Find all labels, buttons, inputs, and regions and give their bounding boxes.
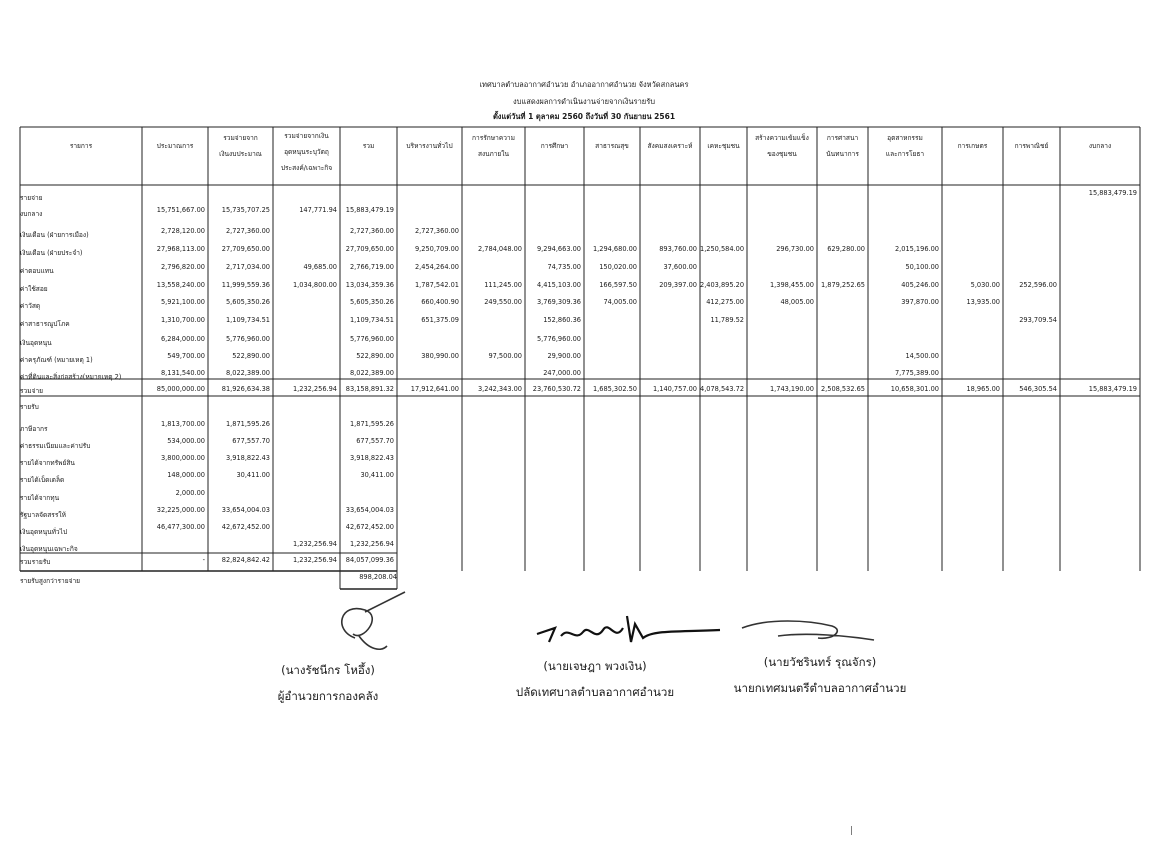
table-cell: 1,232,256.94	[349, 540, 394, 548]
table-cell: 2,727,360.00	[349, 227, 394, 235]
expense-total-cell: 546,305.54	[1019, 385, 1057, 393]
table-cell: 1,109,734.51	[225, 316, 270, 324]
expense-total-label: รวมจ่าย	[20, 387, 44, 395]
column-header: รายการ	[69, 142, 93, 150]
row-label: ค่าใช้สอย	[20, 285, 48, 293]
table-cell: 549,700.00	[167, 352, 205, 360]
table-cell: 13,558,240.00	[156, 281, 205, 289]
row-label: ค่าที่ดินและสิ่งก่อสร้าง(หมายเหตุ 2)	[20, 373, 122, 381]
table-cell: 1,787,542.01	[414, 281, 459, 289]
table-cell: 2,000.00	[175, 489, 205, 497]
expense-total-cell: 23,760,530.72	[532, 385, 581, 393]
income-total-cell: 84,057,099.36	[345, 556, 394, 564]
table-cell: 11,999,559.36	[221, 281, 270, 289]
table-cell: 1,232,256.94	[292, 540, 337, 548]
row-label: เงินอุดหนุนทั่วไป	[20, 528, 68, 536]
table-cell: 5,776,960.00	[536, 335, 581, 343]
table-cell: 42,672,452.00	[221, 523, 270, 531]
expense-section-label: รายจ่าย	[20, 194, 43, 202]
expense-total-cell: 83,158,891.32	[345, 385, 394, 393]
table-cell: 252,596.00	[1019, 281, 1057, 289]
table-cell: 2,403,895.20	[700, 281, 745, 289]
income-total-cell: -	[202, 556, 205, 564]
table-cell: 11,789.52	[710, 316, 744, 324]
table-cell: 1,034,800.00	[292, 281, 337, 289]
expense-total-cell: 4,078,543.72	[700, 385, 745, 393]
table-cell: 14,500.00	[905, 352, 939, 360]
table-cell: 15,751,667.00	[156, 206, 205, 214]
table-cell: 46,477,300.00	[156, 523, 205, 531]
income-total-cell: 1,232,256.94	[292, 556, 337, 564]
row-label: รายได้จากทุน	[20, 494, 60, 502]
expense-total-cell: 81,926,634.38	[221, 385, 270, 393]
table-cell: 8,022,389.00	[349, 369, 394, 377]
expense-total-cell: 1,685,302.50	[592, 385, 637, 393]
surplus-label: รายรับสูงกว่ารายจ่าย	[20, 577, 81, 585]
table-cell: 2,727,360.00	[225, 227, 270, 235]
table-cell: 15,735,707.25	[221, 206, 270, 214]
table-cell: 1,109,734.51	[349, 316, 394, 324]
table-cell: 5,605,350.26	[349, 298, 394, 306]
table-cell: 249,550.00	[484, 298, 522, 306]
column-header: รวมจ่ายจากเงิน อุดหนุนระบุวัตถุ ประสงค์/เฉพาะกิจ	[280, 132, 333, 172]
table-cell: 29,900.00	[547, 352, 581, 360]
column-header: การศึกษา	[540, 142, 569, 150]
income-total-label: รวมรายรับ	[20, 558, 51, 566]
table-cell: 412,275.00	[706, 298, 744, 306]
signer-1-name: (นางรัชนีกร โหอึ้ง)	[281, 663, 375, 677]
column-header: สร้างความเข้มแข็ง ของชุมชน	[755, 134, 809, 158]
table-cell: 2,717,034.00	[225, 263, 270, 271]
table-cell: 6,284,000.00	[160, 335, 205, 343]
table-cell: 3,800,000.00	[160, 454, 205, 462]
table-cell: 50,100.00	[905, 263, 939, 271]
table-cell: 2,454,264.00	[414, 263, 459, 271]
expense-total-cell: 15,883,479.19	[1088, 385, 1137, 393]
table-cell: 27,968,113.00	[156, 245, 205, 253]
column-header: อุตสาหกรรม และการโยธา	[885, 134, 925, 158]
table-cell: 5,921,100.00	[160, 298, 205, 306]
column-header: การเกษตร	[957, 142, 988, 150]
table-cell: 9,294,663.00	[536, 245, 581, 253]
table-cell: 209,397.00	[659, 281, 697, 289]
table-cell: 1,294,680.00	[592, 245, 637, 253]
table-cell: 30,411.00	[236, 471, 270, 479]
table-cell: 166,597.50	[599, 281, 637, 289]
expense-total-cell: 85,000,000.00	[156, 385, 205, 393]
table-cell: 7,775,389.00	[894, 369, 939, 377]
row-label: รัฐบาลจัดสรรให้	[20, 511, 66, 519]
table-cell: 111,245.00	[484, 281, 522, 289]
table-cell: 8,131,540.00	[160, 369, 205, 377]
table-cell: 8,022,389.00	[225, 369, 270, 377]
table-cell: 1,879,252.65	[820, 281, 865, 289]
expense-total-cell: 1,232,256.94	[292, 385, 337, 393]
column-header: บริหารงานทั่วไป	[406, 142, 453, 150]
table-cell: 293,709.54	[1019, 316, 1057, 324]
table-cell: 296,730.00	[776, 245, 814, 253]
table-cell: 651,375.09	[421, 316, 459, 324]
table-cell: 37,600.00	[663, 263, 697, 271]
expense-total-cell: 10,658,301.00	[890, 385, 939, 393]
table-cell: 3,918,822.43	[349, 454, 394, 462]
header-org: เทศบาลตำบลอากาศอำนวย อำเภออากาศอำนวย จังหวัดสกลนคร	[479, 80, 689, 89]
row-label: งบกลาง	[20, 210, 43, 218]
signer-3-title: นายกเทศมนตรีตำบลอากาศอำนวย	[733, 681, 907, 695]
column-header: รวม	[362, 142, 375, 150]
table-cell: 27,709,650.00	[221, 245, 270, 253]
expense-total-cell: 1,140,757.00	[652, 385, 697, 393]
table-cell: 1,398,455.00	[769, 281, 814, 289]
table-cell: 405,246.00	[901, 281, 939, 289]
table-cell: 13,034,359.36	[345, 281, 394, 289]
table-cell: 48,005.00	[780, 298, 814, 306]
expense-total-cell: 2,508,532.65	[820, 385, 865, 393]
table-cell: 15,883,479.19	[345, 206, 394, 214]
income-total-cell: 82,824,842.42	[221, 556, 270, 564]
table-cell: 32,225,000.00	[156, 506, 205, 514]
signature-2	[535, 612, 725, 652]
expense-total-cell: 17,912,641.00	[410, 385, 459, 393]
table-cell: 522,890.00	[232, 352, 270, 360]
table-cell: 152,860.36	[543, 316, 581, 324]
table-cell: 2,784,048.00	[477, 245, 522, 253]
table-cell: 1,871,595.26	[349, 420, 394, 428]
table-cell: 380,990.00	[421, 352, 459, 360]
row-label: ค่าสาธารณูปโภค	[20, 320, 70, 328]
surplus-value: 898,208.04	[359, 573, 397, 581]
column-header: รวมจ่ายจาก เงินงบประมาณ	[219, 134, 262, 158]
table-cell: 49,685.00	[303, 263, 337, 271]
signature-3	[738, 612, 878, 652]
table-cell: 397,870.00	[901, 298, 939, 306]
table-cell: 2,727,360.00	[414, 227, 459, 235]
table-cell: 1,813,700.00	[160, 420, 205, 428]
column-header: การพาณิชย์	[1014, 142, 1049, 150]
header-period: ตั้งแต่วันที่ 1 ตุลาคม 2560 ถึงวันที่ 30 กันยายน 2561	[492, 112, 676, 121]
table-cell: 893,760.00	[659, 245, 697, 253]
table-cell: 247,000.00	[543, 369, 581, 377]
table-cell: 2,766,719.00	[349, 263, 394, 271]
row-label: เงินอุดหนุน	[20, 339, 52, 347]
budget-central-top-value: 15,883,479.19	[1088, 189, 1137, 197]
signer-2-name: (นายเจษฎา พวงเงิน)	[543, 659, 647, 673]
table-cell: 42,672,452.00	[345, 523, 394, 531]
table-cell: 629,280.00	[827, 245, 865, 253]
table-cell: 27,709,650.00	[345, 245, 394, 253]
row-label: รายได้เบ็ดเตล็ด	[20, 476, 65, 484]
table-cell: 3,918,822.43	[225, 454, 270, 462]
signer-3-name: (นายวัชรินทร์ รุณจักร)	[763, 655, 877, 669]
table-cell: 97,500.00	[488, 352, 522, 360]
table-cell: 2,015,196.00	[894, 245, 939, 253]
column-header: การศาสนา นันทนาการ	[826, 134, 859, 158]
row-label: ค่าตอบแทน	[20, 267, 54, 275]
table-cell: 33,654,004.03	[345, 506, 394, 514]
table-cell: 1,250,584.00	[700, 245, 745, 253]
table-cell: 9,250,709.00	[414, 245, 459, 253]
table-cell: 33,654,004.03	[221, 506, 270, 514]
table-cell: 13,935.00	[966, 298, 1000, 306]
column-header: เคหะชุมชน	[707, 142, 740, 150]
table-cell: 660,400.90	[421, 298, 459, 306]
expense-total-cell: 18,965.00	[966, 385, 1000, 393]
table-cell: 677,557.70	[232, 437, 270, 445]
table-cell: 4,415,103.00	[536, 281, 581, 289]
page-edge-mark: |	[850, 826, 854, 836]
column-header: ประมาณการ	[156, 142, 194, 150]
row-label: ค่าครุภัณฑ์ (หมายเหตุ 1)	[20, 356, 93, 364]
expense-total-cell: 1,743,190.00	[769, 385, 814, 393]
table-cell: 5,776,960.00	[225, 335, 270, 343]
expense-total-cell: 3,242,343.00	[477, 385, 522, 393]
signer-2-title: ปลัดเทศบาลตำบลอากาศอำนวย	[515, 685, 675, 699]
signature-1	[325, 590, 415, 660]
row-label: เงินเดือน (ฝ่ายการเมือง)	[20, 231, 89, 239]
table-cell: 5,030.00	[970, 281, 1000, 289]
table-cell: 30,411.00	[360, 471, 394, 479]
table-cell: 148,000.00	[167, 471, 205, 479]
table-cell: 3,769,309.36	[536, 298, 581, 306]
row-label: ค่าธรรมเนียมและค่าปรับ	[20, 442, 91, 450]
row-label: รายได้จากทรัพย์สิน	[20, 459, 75, 467]
row-label: ค่าวัสดุ	[20, 302, 41, 310]
table-cell: 5,605,350.26	[225, 298, 270, 306]
income-section-label: รายรับ	[20, 403, 39, 411]
table-cell: 74,005.00	[603, 298, 637, 306]
column-header: สังคมสงเคราะห์	[647, 142, 693, 150]
table-cell: 147,771.94	[299, 206, 337, 214]
table-cell: 534,000.00	[167, 437, 205, 445]
table-cell: 1,310,700.00	[160, 316, 205, 324]
table-cell: 677,557.70	[356, 437, 394, 445]
row-label: เงินอุดหนุนเฉพาะกิจ	[20, 545, 78, 553]
header-statement-title: งบแสดงผลการดำเนินงานจ่ายจากเงินรายรับ	[513, 97, 655, 106]
column-header: สาธารณสุข	[595, 142, 629, 150]
table-cell: 5,776,960.00	[349, 335, 394, 343]
table-cell: 2,728,120.00	[160, 227, 205, 235]
table-cell: 150,020.00	[599, 263, 637, 271]
signer-1-title: ผู้อำนวยการกองคลัง	[277, 689, 379, 703]
row-label: เงินเดือน (ฝ่ายประจำ)	[20, 249, 83, 257]
table-cell: 2,796,820.00	[160, 263, 205, 271]
row-label: ภาษีอากร	[20, 425, 48, 433]
column-header: งบกลาง	[1088, 142, 1112, 150]
table-cell: 1,871,595.26	[225, 420, 270, 428]
column-header: การรักษาความ สงบภายใน	[472, 134, 515, 158]
table-cell: 522,890.00	[356, 352, 394, 360]
table-cell: 74,735.00	[547, 263, 581, 271]
